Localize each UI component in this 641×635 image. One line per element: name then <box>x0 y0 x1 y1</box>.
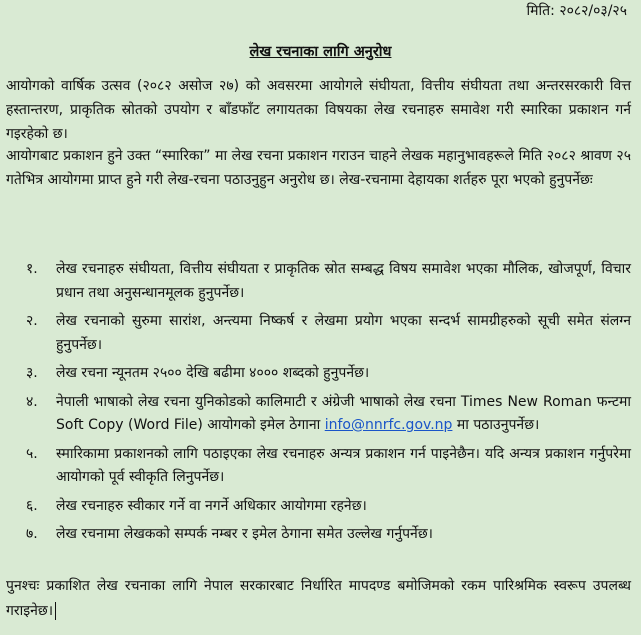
conditions-list <box>6 258 631 552</box>
list-item-number: ५. <box>26 445 38 462</box>
list-item-number: १. <box>26 261 38 277</box>
postscript-text: पुनश्चः प्रकाशित लेख रचनाका लागि नेपाल सरकारबाट निर्धारित मापदण्ड बमोजिमको रकम पारिश्रमिक स्वरूप उपलब्ध गराइनेछ। <box>6 578 631 619</box>
postscript-note <box>6 574 631 624</box>
list-item-text: लेख रचनाहरु स्वीकार गर्ने वा नगर्ने अधिकार आयोगमा रहनेछ। <box>56 497 367 514</box>
text-cursor <box>55 602 56 620</box>
list-item-number: २. <box>26 313 38 329</box>
list-item <box>6 523 631 547</box>
email-link[interactable]: info@nnrfc.gov.np <box>324 417 453 433</box>
list-item-number: ४. <box>26 393 38 410</box>
list-item-text-after: मा पठाउनुपर्नेछ। <box>452 417 540 433</box>
list-item <box>6 362 631 386</box>
list-item <box>6 310 631 357</box>
list-item-number: ७. <box>26 526 38 542</box>
list-item-text: स्मारिकामा प्रकाशनको लागि पठाइएका लेख रचनाहरु अन्यत्र प्रकाशन गर्न पाइनेछैन। यदि अन्यत्र प्रकाशन गर्नुपरेमा आयोगको पूर्व स्वीकृति लिनुपर्नेछ। <box>56 445 631 485</box>
intro-paragraph: आयोगको वार्षिक उत्सव (२०८२ असोज २७) को अवसरमा आयोगले संघीयता, वित्तीय संघीयता तथा अन्तरसरकारी वित्त हस्तान्तरण, प्राकृतिक स्रोतको उपयोग र बाँडफाँट लगायतका विषयका लेख रचनाहरु समावेश गरी स्मारिका प्रकाशन गर्न गइरहेको छ। <box>6 78 631 142</box>
list-item <box>6 391 631 438</box>
date-value: २०८२/०३/२५ <box>559 3 627 19</box>
list-item <box>6 495 631 519</box>
list-item-number: ३. <box>26 365 38 381</box>
list-item-text: लेख रचना न्यूनतम २५०० देखि बढीमा ४००० शब्दको हुनुपर्नेछ। <box>56 365 370 381</box>
list-item-number: ६. <box>26 497 38 514</box>
list-item <box>6 443 631 490</box>
request-paragraph: आयोगबाट प्रकाशन हुने उक्त “स्मारिका” मा लेख रचना प्रकाशन गराउन चाहने लेखक महानुभावहरूले मिति २०८२ श्रावण २५ गतेभित्र आयोगमा प्राप्त हुने गरी लेख-रचना पठाउनुहुन अनुरोध छ। लेख-रचनामा देहायका शर्तहरु पूरा भएको हुनुपर्नेछः <box>6 148 631 188</box>
list-item <box>6 258 631 305</box>
list-item-text: लेख रचनाहरु संघीयता, वित्तीय संघीयता र प्राकृतिक स्रोत सम्बद्ध विषय समावेश भएका मौलिक, खोजपूर्ण, विचार प्रधान तथा अनुसन्धानमूलक हुनुपर्नेछ। <box>56 261 631 301</box>
list-item-text: लेख रचनामा लेखकको सम्पर्क नम्बर र इमेल ठेगाना समेत उल्लेख गर्नुपर्नेछ। <box>56 526 433 542</box>
notice-title: लेख रचनाका लागि अनुरोध <box>249 44 392 60</box>
date-line <box>527 2 627 20</box>
date-label: मिति: <box>526 3 555 19</box>
list-item-text: लेख रचनाको सुरुमा सारांश, अन्त्यमा निष्कर्ष र लेखमा प्रयोग भएका सन्दर्भ सामग्रीहरुको सूची समेत संलग्न हुनुपर्नेछ। <box>56 313 631 353</box>
list-item-text-before: नेपाली भाषाको लेख रचना युनिकोडको कालिमाटी र अंग्रेजी भाषाको लेख रचना Times New Roman फन्टमा Soft Copy (Word File) आयोगको इमेल ठेगाना <box>56 393 631 433</box>
